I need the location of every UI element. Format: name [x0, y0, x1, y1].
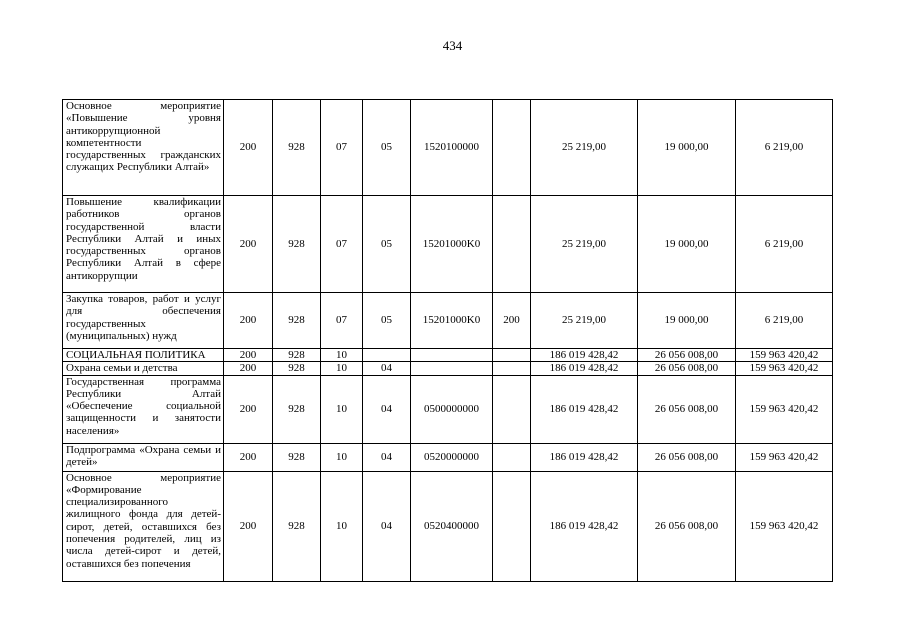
- expense-type-code: [493, 471, 531, 581]
- target-article-code: [411, 349, 493, 362]
- subsection-code: 05: [363, 100, 411, 196]
- ministry-code: 928: [273, 375, 321, 443]
- row-name: Закупка товаров, работ и услуг для обеспечения государственных (муниципальных) нужд: [63, 293, 224, 349]
- budget-admin-code: 200: [224, 100, 273, 196]
- row-name: Основное мероприятие «Повышение уровня антикоррупционной компетентности государственных гражданских служащих Республики Алтай»: [63, 100, 224, 196]
- total-amount: 25 219,00: [531, 196, 638, 293]
- table-row: [63, 100, 833, 196]
- section-code: 10: [321, 471, 363, 581]
- subsection-code: 04: [363, 362, 411, 375]
- total-amount: 186 019 428,42: [531, 362, 638, 375]
- table-row: [63, 471, 833, 581]
- table-row: [63, 375, 833, 443]
- target-article-code: 1520100000: [411, 100, 493, 196]
- federal-amount: 26 056 008,00: [638, 443, 736, 471]
- federal-amount: 26 056 008,00: [638, 362, 736, 375]
- section-code: 07: [321, 100, 363, 196]
- section-code: 07: [321, 293, 363, 349]
- ministry-code: 928: [273, 471, 321, 581]
- federal-amount: 19 000,00: [638, 293, 736, 349]
- section-code: 10: [321, 443, 363, 471]
- budget-admin-code: 200: [224, 293, 273, 349]
- target-article-code: 0520000000: [411, 443, 493, 471]
- federal-amount: 19 000,00: [638, 100, 736, 196]
- target-article-code: [411, 362, 493, 375]
- budget-admin-code: 200: [224, 375, 273, 443]
- subsection-code: 05: [363, 196, 411, 293]
- section-code: 10: [321, 362, 363, 375]
- total-amount: 186 019 428,42: [531, 375, 638, 443]
- expense-type-code: [493, 362, 531, 375]
- ministry-code: 928: [273, 362, 321, 375]
- section-code: 07: [321, 196, 363, 293]
- target-article-code: 15201000K0: [411, 196, 493, 293]
- regional-amount: 159 963 420,42: [736, 375, 833, 443]
- row-name: Подпрограмма «Охрана семьи и детей»: [63, 443, 224, 471]
- total-amount: 186 019 428,42: [531, 443, 638, 471]
- federal-amount: 19 000,00: [638, 196, 736, 293]
- section-code: 10: [321, 349, 363, 362]
- federal-amount: 26 056 008,00: [638, 375, 736, 443]
- expense-type-code: [493, 100, 531, 196]
- row-name: Повышение квалификации работников органов государственной власти Республики Алтай и иных государственных органов Республики Алтай в сфере антикоррупции: [63, 196, 224, 293]
- regional-amount: 159 963 420,42: [736, 471, 833, 581]
- ministry-code: 928: [273, 100, 321, 196]
- regional-amount: 159 963 420,42: [736, 443, 833, 471]
- federal-amount: 26 056 008,00: [638, 471, 736, 581]
- table-row: [63, 349, 833, 362]
- subsection-code: [363, 349, 411, 362]
- target-article-code: 15201000K0: [411, 293, 493, 349]
- budget-admin-code: 200: [224, 443, 273, 471]
- target-article-code: 0500000000: [411, 375, 493, 443]
- regional-amount: 6 219,00: [736, 196, 833, 293]
- budget-admin-code: 200: [224, 471, 273, 581]
- ministry-code: 928: [273, 443, 321, 471]
- budget-admin-code: 200: [224, 362, 273, 375]
- table-row: [63, 443, 833, 471]
- subsection-code: 04: [363, 375, 411, 443]
- ministry-code: 928: [273, 196, 321, 293]
- section-code: 10: [321, 375, 363, 443]
- budget-admin-code: 200: [224, 196, 273, 293]
- expense-type-code: 200: [493, 293, 531, 349]
- page-number: 434: [442, 38, 463, 53]
- budget-table: [62, 99, 833, 582]
- table-row: [63, 362, 833, 375]
- subsection-code: 04: [363, 443, 411, 471]
- target-article-code: 0520400000: [411, 471, 493, 581]
- table-row: [63, 196, 833, 293]
- regional-amount: 159 963 420,42: [736, 349, 833, 362]
- regional-amount: 6 219,00: [736, 293, 833, 349]
- federal-amount: 26 056 008,00: [638, 349, 736, 362]
- row-name: Охрана семьи и детства: [63, 362, 224, 375]
- ministry-code: 928: [273, 293, 321, 349]
- regional-amount: 159 963 420,42: [736, 362, 833, 375]
- expense-type-code: [493, 375, 531, 443]
- row-name: Основное мероприятие «Формирование специализированного жилищного фонда для детей-сирот, детей, оставшихся без попечения родителей, лиц из числа детей-сирот и детей, оставшихся без попечения: [63, 471, 224, 581]
- budget-admin-code: 200: [224, 349, 273, 362]
- ministry-code: 928: [273, 349, 321, 362]
- expense-type-code: [493, 196, 531, 293]
- expense-type-code: [493, 349, 531, 362]
- subsection-code: 04: [363, 471, 411, 581]
- expense-type-code: [493, 443, 531, 471]
- total-amount: 186 019 428,42: [531, 349, 638, 362]
- total-amount: 186 019 428,42: [531, 471, 638, 581]
- row-name: СОЦИАЛЬНАЯ ПОЛИТИКА: [63, 349, 224, 362]
- table-row: [63, 293, 833, 349]
- subsection-code: 05: [363, 293, 411, 349]
- total-amount: 25 219,00: [531, 293, 638, 349]
- regional-amount: 6 219,00: [736, 100, 833, 196]
- total-amount: 25 219,00: [531, 100, 638, 196]
- row-name: Государственная программа Республики Алтай «Обеспечение социальной защищенности и занятости населения»: [63, 375, 224, 443]
